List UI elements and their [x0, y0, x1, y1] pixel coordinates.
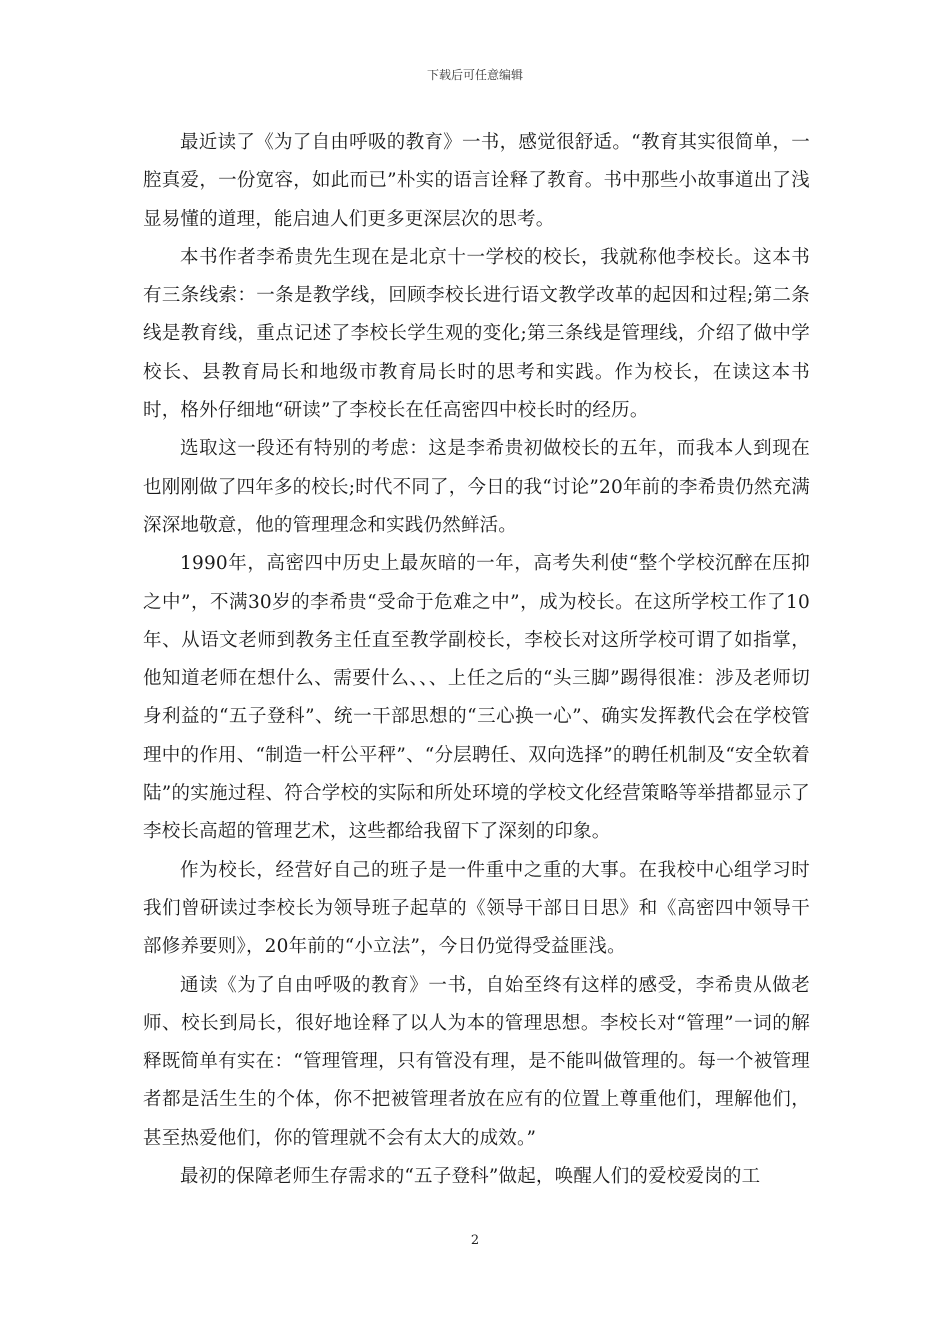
document-body: [143, 124, 810, 1196]
paragraph-7: 最初的保障老师生存需求的“五子登科”做起，唤醒人们的爱校爱岗的工: [180, 1166, 761, 1188]
paragraph-1: 最近读了《为了自由呼吸的教育》一书，感觉很舒适。“教育其实很简单，一腔真爱，一份宽容，如此而已”朴实的语言诠释了教育。书中那些小故事道出了浅显易懂的道理，能启迪人们更多更深层次的思考。: [143, 132, 810, 230]
page-header: 下载后可任意编辑: [426, 68, 523, 82]
paragraph-2: 本书作者李希贵先生现在是北京十一学校的校长，我就称他李校长。这本书有三条线索：一条是教学线，回顾李校长进行语文教学改革的起因和过程;第二条线是教育线，重点记述了李校长学生观的变化;第三条线是管理线，介绍了做中学校长、县教育局长和地级市教育局长时的思考和实践。作为校长，在读这本书时，格外仔细地“研读”了李校长在任高密四中校长时的经历。: [143, 246, 810, 422]
paragraph-5: 作为校长，经营好自己的班子是一件重中之重的大事。在我校中心组学习时我们曾研读过李校长为领导班子起草的《领导干部日日思》和《高密四中领导干部修养要则》，20年前的“小立法”，今日仍觉得受益匪浅。: [143, 859, 810, 958]
paragraph-3: 选取这一段还有特别的考虑：这是李希贵初做校长的五年，而我本人到现在也刚刚做了四年多的校长;时代不同了，今日的我“讨论”20年前的李希贵仍然充满深深地敬意，他的管理理念和实践仍然鲜活。: [143, 438, 810, 536]
paragraph-4: 1990年，高密四中历史上最灰暗的一年，高考失利使“整个学校沉醉在压抑之中”，不满30岁的李希贵“受命于危难之中”，成为校长。在这所学校工作了10年、从语文老师到教务主任直至教学副校长，李校长对这所学校可谓了如指掌，他知道老师在想什么、需要什么、、、上任之后的“头三脚”踢得很准：涉及老师切身利益的“五子登科”、统一干部思想的“三心换一心”、确实发挥教代会在学校管理中的作用、“制造一杆公平秤”、“分层聘任、双向选择”的聘任机制及“安全软着陆”的实施过程、符合学校的实际和所处环境的学校文化经营策略等举措都显示了李校长高超的管理艺术，这些都给我留下了深刻的印象。: [143, 553, 810, 843]
page-number: 2: [470, 1233, 480, 1248]
paragraph-6: 通读《为了自由呼吸的教育》一书，自始至终有这样的感受，李希贵从做老师、校长到局长，很好地诠释了以人为本的管理思想。李校长对“管理”一词的解释既简单有实在：“管理管理，只有管没有理，是不能叫做管理的。每一个被管理者都是活生生的个体，你不把被管理者放在应有的位置上尊重他们，理解他们，甚至热爱他们，你的管理就不会有太大的成效。”: [143, 974, 810, 1149]
